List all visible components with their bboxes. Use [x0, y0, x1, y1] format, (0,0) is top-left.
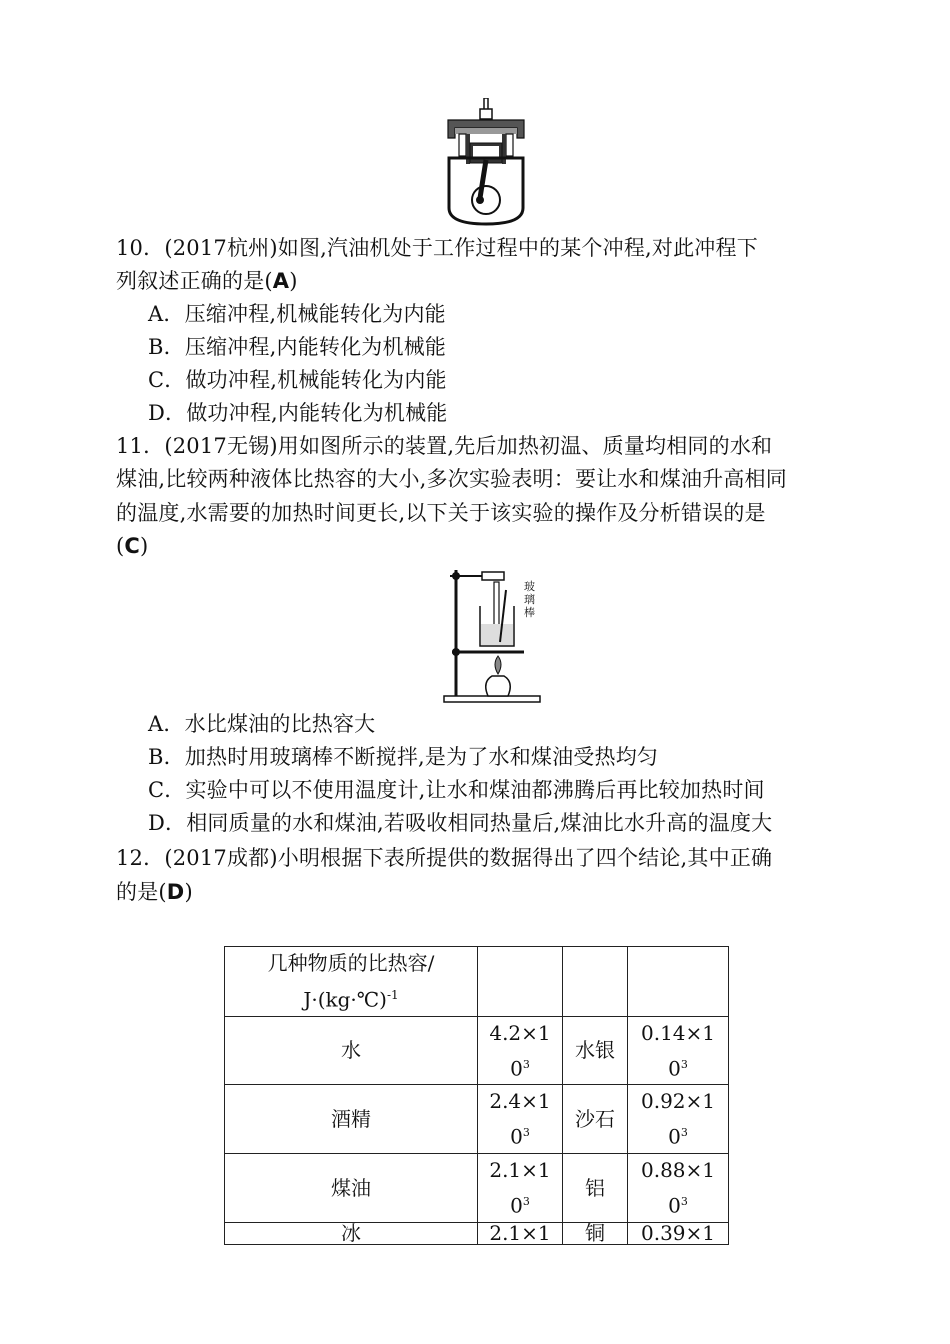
q11-stem-line2: 煤油,比较两种液体比热容的大小,多次实验表明：要让水和煤油升高相同 — [116, 467, 787, 491]
substance-value — [628, 1016, 729, 1085]
specific-heat-table — [224, 946, 729, 1245]
table-row — [225, 1085, 729, 1154]
q10-option-b: B．压缩冲程,内能转化为机械能 — [148, 335, 447, 359]
q11-stem-line1: 11．(2017无锡)用如图所示的装置,先后加热初温、质量均相同的水和 — [116, 434, 773, 458]
substance-name: 酒精 — [225, 1085, 478, 1154]
q10-option-a: A．压缩冲程,机械能转化为内能 — [148, 302, 446, 326]
value-exponent: 3 — [680, 1057, 688, 1071]
substance-value — [478, 1153, 563, 1222]
q11-option-a: A．水比煤油的比热容大 — [148, 712, 376, 736]
q11-stem-line3: 的温度,水需要的加热时间更长,以下关于该实验的操作及分析错误的是 — [116, 501, 766, 525]
q11-stem-line4 — [116, 530, 148, 562]
q10-stem-text: 列叙述正确的是( — [116, 269, 273, 293]
value-digit: 0 — [668, 1056, 681, 1081]
table-header-line1: 几种物质的比热容/ — [267, 951, 435, 975]
substance-value: 0.39×1 — [628, 1222, 729, 1244]
value-line1: 2.4×1 — [489, 1089, 551, 1114]
table-header-unit: J·(kg·℃) — [303, 987, 387, 1012]
substance-name: 水银 — [563, 1016, 628, 1085]
q11-option-c: C．实验中可以不使用温度计,让水和煤油都沸腾后再比较加热时间 — [148, 778, 765, 802]
table-row — [225, 1016, 729, 1085]
table-row — [225, 1222, 729, 1244]
table-row — [225, 1153, 729, 1222]
q10-stem-line2 — [116, 265, 298, 297]
substance-name: 水 — [225, 1016, 478, 1085]
q11-option-b: B．加热时用玻璃棒不断搅拌,是为了水和煤油受热均匀 — [148, 745, 659, 769]
substance-value — [628, 1085, 729, 1154]
value-line2 — [478, 1117, 562, 1153]
heating-apparatus-figure — [442, 566, 546, 704]
table-header-exponent: -1 — [386, 988, 399, 1002]
value-line1: 4.2×1 — [489, 1020, 551, 1045]
substance-name: 冰 — [225, 1222, 478, 1244]
value-line2 — [628, 1117, 728, 1153]
table-header-empty — [563, 947, 628, 1017]
q10-stem-line1: 10．(2017杭州)如图,汽油机处于工作过程中的某个冲程,对此冲程下 — [116, 236, 758, 260]
value-line1: 2.1×1 — [489, 1157, 551, 1182]
value-digit: 0 — [510, 1193, 523, 1218]
q11-stem-open: ( — [116, 534, 125, 558]
substance-name: 铝 — [563, 1153, 628, 1222]
value-line2 — [478, 1049, 562, 1085]
substance-value: 2.1×1 — [478, 1222, 563, 1244]
q11-option-d: D．相同质量的水和煤油,若吸收相同热量后,煤油比水升高的温度大 — [148, 811, 773, 835]
q12-stem-line2 — [116, 876, 193, 908]
q12-stem-close: ) — [184, 880, 193, 904]
value-digit: 0 — [668, 1193, 681, 1218]
value-exponent: 3 — [522, 1194, 530, 1208]
value-line2 — [628, 1186, 728, 1222]
table-header-row — [225, 947, 729, 1017]
q12-answer: D — [166, 880, 185, 904]
value-exponent: 3 — [522, 1057, 530, 1071]
value-exponent: 3 — [680, 1126, 688, 1140]
value-digit: 0 — [510, 1056, 523, 1081]
value-line2 — [628, 1049, 728, 1085]
substance-name: 煤油 — [225, 1153, 478, 1222]
table-header-empty — [478, 947, 563, 1017]
value-exponent: 3 — [680, 1194, 688, 1208]
value-exponent: 3 — [522, 1126, 530, 1140]
substance-value — [478, 1016, 563, 1085]
q10-option-d: D．做功冲程,内能转化为机械能 — [148, 401, 448, 425]
value-digit: 0 — [510, 1124, 523, 1149]
substance-value — [628, 1153, 729, 1222]
q11-stem-close: ) — [140, 534, 149, 558]
q11-answer: C — [124, 534, 141, 558]
value-line1: 0.92×1 — [640, 1089, 715, 1114]
value-line1: 0.14×1 — [640, 1020, 715, 1045]
substance-name: 沙石 — [563, 1085, 628, 1154]
q12-stem-text: 的是( — [116, 880, 167, 904]
q10-answer: A — [272, 269, 290, 293]
engine-figure — [445, 98, 527, 226]
glass-rod-label: 玻璃棒 — [524, 580, 535, 619]
q10-option-c: C．做功冲程,机械能转化为内能 — [148, 368, 447, 392]
table-header-line2 — [225, 979, 477, 1016]
q12-stem-line1: 12．(2017成都)小明根据下表所提供的数据得出了四个结论,其中正确 — [116, 846, 773, 870]
substance-value — [478, 1085, 563, 1154]
value-line1: 0.88×1 — [640, 1157, 715, 1182]
value-digit: 0 — [668, 1124, 681, 1149]
q10-stem-close: ) — [289, 269, 298, 293]
substance-name: 铜 — [563, 1222, 628, 1244]
table-header-empty — [628, 947, 729, 1017]
value-line2 — [478, 1186, 562, 1222]
table-header-cell — [225, 947, 478, 1017]
